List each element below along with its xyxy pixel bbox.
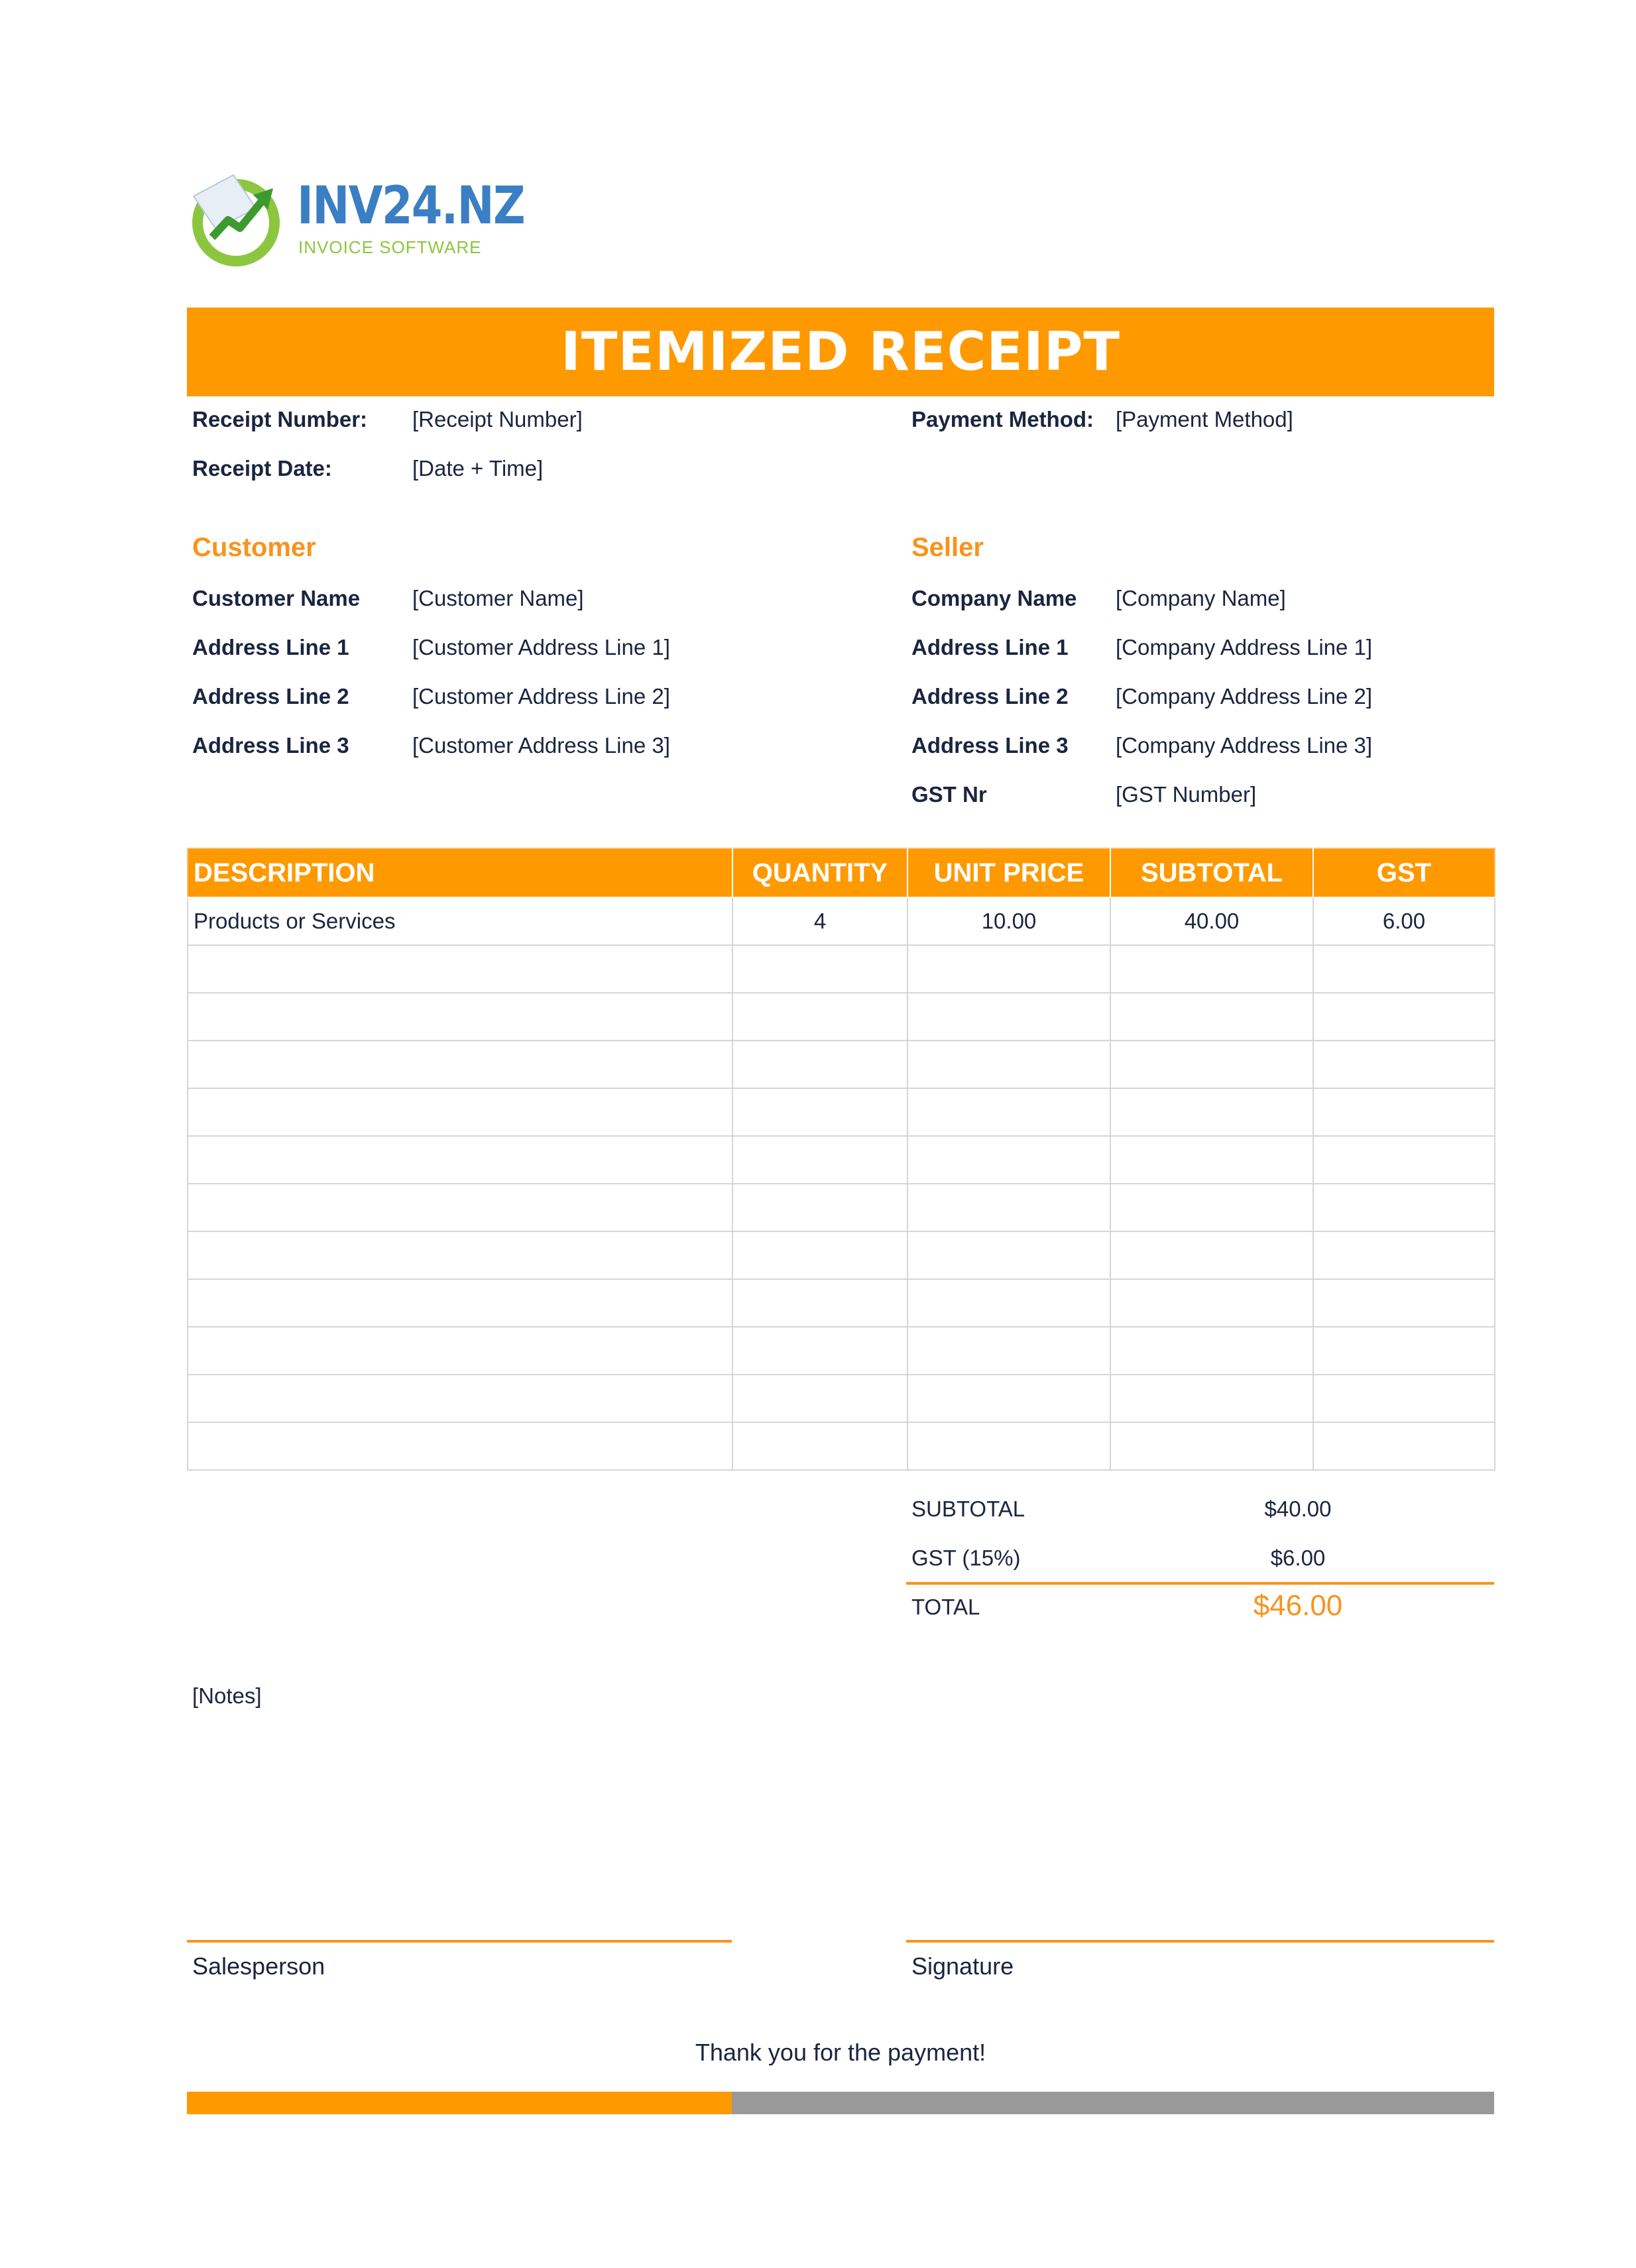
- total-divider: [906, 1582, 1494, 1585]
- page-title: ITEMIZED RECEIPT: [187, 308, 1494, 396]
- cell-subtotal: [1110, 1279, 1313, 1327]
- cell-description: [188, 1184, 732, 1231]
- column-header-unit-price: UNIT PRICE: [907, 848, 1110, 897]
- table-row: [188, 993, 1495, 1041]
- cell-gst: [1313, 1327, 1495, 1375]
- cell-subtotal: [1110, 1231, 1313, 1279]
- cell-quantity: [732, 945, 907, 993]
- cell-gst: [1313, 1184, 1495, 1231]
- table-row: [188, 1088, 1495, 1136]
- cell-unit-price: [907, 1136, 1110, 1184]
- cell-quantity: [732, 1041, 907, 1088]
- cell-gst: [1313, 1422, 1495, 1470]
- column-header-gst: GST: [1313, 848, 1495, 897]
- logo-name: INV24.NZ: [297, 176, 524, 236]
- table-row: [188, 1327, 1495, 1375]
- cell-description: [188, 1279, 732, 1327]
- cell-quantity: [732, 1375, 907, 1422]
- cell-gst: 6.00: [1313, 897, 1495, 945]
- cell-unit-price: [907, 1375, 1110, 1422]
- cell-quantity: [732, 1184, 907, 1231]
- logo-tagline: INVOICE SOFTWARE: [298, 237, 482, 257]
- cell-gst: [1313, 1088, 1495, 1136]
- thank-you-message: Thank you for the payment!: [695, 2039, 986, 2066]
- customer-address3-value: [Customer Address Line 3]: [412, 733, 670, 758]
- cell-description: [188, 993, 732, 1041]
- cell-unit-price: [907, 1231, 1110, 1279]
- column-header-quantity: QUANTITY: [732, 848, 907, 897]
- cell-gst: [1313, 1279, 1495, 1327]
- cell-gst: [1313, 945, 1495, 993]
- cell-quantity: [732, 1279, 907, 1327]
- company-address1-value: [Company Address Line 1]: [1116, 635, 1373, 659]
- customer-address1-value: [Customer Address Line 1]: [412, 635, 670, 659]
- company-address3-value: [Company Address Line 3]: [1116, 733, 1373, 758]
- cell-description: [188, 1231, 732, 1279]
- cell-description: [188, 945, 732, 993]
- cell-description: Products or Services: [188, 897, 732, 945]
- items-table: [187, 848, 1495, 1471]
- footer-bar-orange: [187, 2092, 732, 2114]
- gst-nr-value: [GST Number]: [1116, 782, 1257, 807]
- cell-unit-price: [907, 1041, 1110, 1088]
- cell-quantity: 4: [732, 897, 907, 945]
- salesperson-label: Salesperson: [192, 1953, 325, 1980]
- notes: [Notes]: [192, 1683, 262, 1708]
- cell-subtotal: [1110, 945, 1313, 993]
- cell-subtotal: 40.00: [1110, 897, 1313, 945]
- cell-unit-price: [907, 993, 1110, 1041]
- cell-gst: [1313, 1231, 1495, 1279]
- cell-unit-price: [907, 945, 1110, 993]
- customer-address2-value: [Customer Address Line 2]: [412, 684, 670, 709]
- customer-name-value: [Customer Name]: [412, 586, 584, 610]
- seller-heading: Seller: [911, 533, 984, 562]
- footer-bar-gray: [732, 2092, 1494, 2114]
- company-address2-value: [Company Address Line 2]: [1116, 684, 1373, 709]
- cell-gst: [1313, 1041, 1495, 1088]
- cell-subtotal: [1110, 993, 1313, 1041]
- subtotal-label: SUBTOTAL: [911, 1497, 1025, 1521]
- gst-total-value: $6.00: [1270, 1546, 1326, 1570]
- customer-name-label: Customer Name: [192, 586, 361, 610]
- cell-description: [188, 1422, 732, 1470]
- table-row: [188, 1279, 1495, 1327]
- cell-subtotal: [1110, 1088, 1313, 1136]
- cell-unit-price: [907, 1088, 1110, 1136]
- customer-address3-label: Address Line 3: [192, 733, 349, 758]
- cell-subtotal: [1110, 1422, 1313, 1470]
- customer-address2-label: Address Line 2: [192, 684, 349, 709]
- payment-method-label: Payment Method:: [911, 407, 1094, 431]
- company-address3-label: Address Line 3: [911, 733, 1069, 758]
- receipt-date-value: [Date + Time]: [412, 456, 544, 481]
- gst-total-label: GST (15%): [911, 1546, 1021, 1570]
- cell-subtotal: [1110, 1184, 1313, 1231]
- total-value: $46.00: [1253, 1589, 1343, 1622]
- table-row: [188, 1375, 1495, 1422]
- customer-heading: Customer: [192, 533, 316, 562]
- signature-line: [906, 1940, 1494, 1943]
- total-label: TOTAL: [911, 1595, 980, 1619]
- table-row: [188, 1136, 1495, 1184]
- cell-unit-price: [907, 1279, 1110, 1327]
- company-logo: [187, 168, 524, 268]
- customer-address1-label: Address Line 1: [192, 635, 349, 659]
- cell-subtotal: [1110, 1375, 1313, 1422]
- cell-quantity: [732, 993, 907, 1041]
- cell-quantity: [732, 1327, 907, 1375]
- cell-description: [188, 1136, 732, 1184]
- table-row: [188, 1422, 1495, 1470]
- cell-gst: [1313, 1375, 1495, 1422]
- cell-subtotal: [1110, 1327, 1313, 1375]
- cell-description: [188, 1327, 732, 1375]
- company-address1-label: Address Line 1: [911, 635, 1069, 659]
- gst-nr-label: GST Nr: [911, 782, 987, 807]
- payment-method-value: [Payment Method]: [1116, 407, 1293, 431]
- cell-description: [188, 1088, 732, 1136]
- cell-quantity: [732, 1136, 907, 1184]
- subtotal-value: $40.00: [1264, 1497, 1332, 1521]
- table-row: [188, 897, 1495, 945]
- cell-quantity: [732, 1231, 907, 1279]
- column-header-subtotal: SUBTOTAL: [1110, 848, 1313, 897]
- cell-description: [188, 1375, 732, 1422]
- cell-subtotal: [1110, 1041, 1313, 1088]
- cell-quantity: [732, 1088, 907, 1136]
- signature-label: Signature: [911, 1953, 1014, 1980]
- table-row: [188, 1184, 1495, 1231]
- receipt-number-label: Receipt Number:: [192, 407, 368, 431]
- cell-unit-price: [907, 1327, 1110, 1375]
- logo-chart-icon: [187, 168, 286, 268]
- cell-gst: [1313, 993, 1495, 1041]
- receipt-number-value: [Receipt Number]: [412, 407, 583, 431]
- cell-description: [188, 1041, 732, 1088]
- table-header-row: [188, 848, 1495, 897]
- company-address2-label: Address Line 2: [911, 684, 1069, 709]
- cell-unit-price: [907, 1422, 1110, 1470]
- salesperson-line: [187, 1940, 732, 1943]
- cell-gst: [1313, 1136, 1495, 1184]
- cell-unit-price: 10.00: [907, 897, 1110, 945]
- company-name-label: Company Name: [911, 586, 1077, 610]
- column-header-description: DESCRIPTION: [188, 848, 732, 897]
- cell-unit-price: [907, 1184, 1110, 1231]
- receipt-date-label: Receipt Date:: [192, 456, 332, 481]
- table-row: [188, 1231, 1495, 1279]
- company-name-value: [Company Name]: [1116, 586, 1286, 610]
- table-row: [188, 1041, 1495, 1088]
- cell-quantity: [732, 1422, 907, 1470]
- table-row: [188, 945, 1495, 993]
- cell-subtotal: [1110, 1136, 1313, 1184]
